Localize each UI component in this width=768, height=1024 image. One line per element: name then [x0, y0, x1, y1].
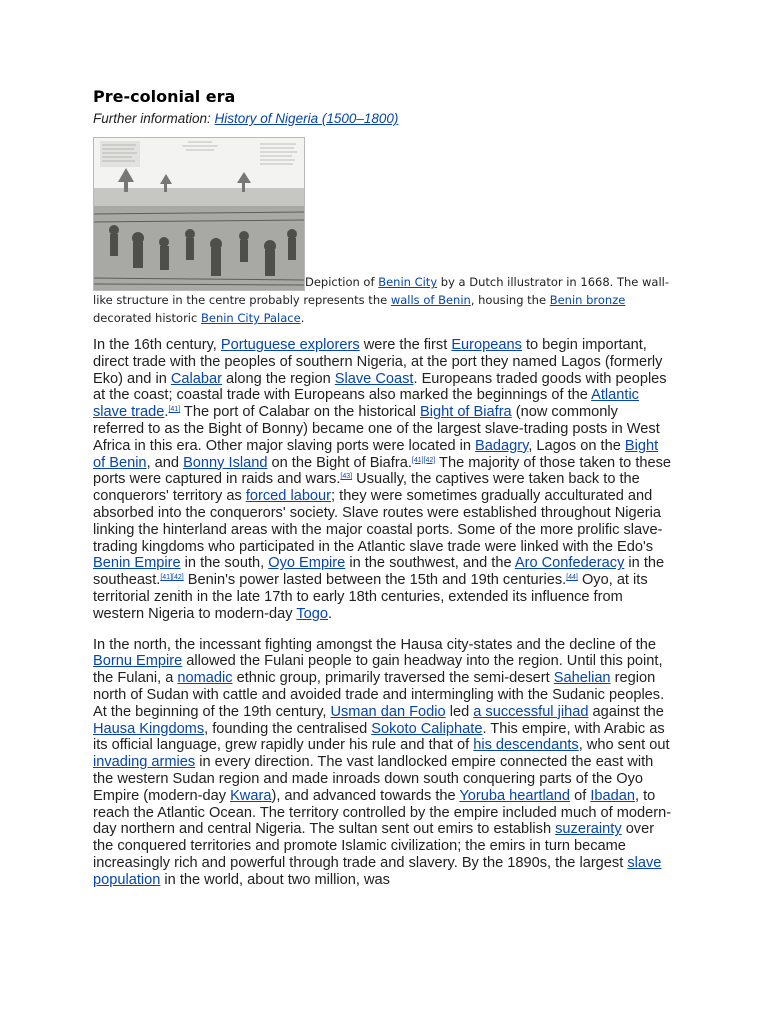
text-run: in the southeast.: [93, 555, 665, 589]
wiki-link[interactable]: nomadic: [177, 670, 233, 687]
text-run: , to reach the Atlantic Ocean. The territory controlled by the empire included much of modern-day northern and central Nigeria. The sultan sent out emirs to establish: [93, 787, 672, 838]
wiki-link[interactable]: Sahelian: [553, 670, 611, 687]
wiki-link[interactable]: suzerainty: [555, 821, 622, 838]
text-run: . Europeans traded goods with peoples at the coast; coastal trade with Europeans also marked the beginnings of the: [93, 370, 667, 404]
figure: [93, 137, 673, 327]
text-run: The port of Calabar on the historical: [180, 404, 420, 421]
citation-link[interactable]: [43]: [340, 473, 353, 481]
wiki-link[interactable]: Usman dan Fodio: [330, 703, 446, 720]
wiki-link[interactable]: his descendants: [473, 737, 579, 754]
text-run: in every direction. The vast landlocked empire connected the east with the western Sudan region and made inroads down south conquering parts of the Oyo Empire (modern-day: [93, 754, 654, 804]
text-run: of: [570, 787, 591, 804]
wiki-link[interactable]: Benin City: [378, 275, 438, 289]
text-run: along the region: [222, 370, 335, 387]
text-run: In the 16th century,: [93, 337, 221, 353]
text-run: in the southwest, and the: [345, 555, 515, 572]
wiki-link[interactable]: Slave Coast: [334, 370, 414, 387]
citation-ref: [172, 574, 184, 581]
text-run: over the conquered territories and promote Islamic civilization; the emirs in turn became increasingly rich and powerful through trade and slavery. By the 1890s, the largest: [93, 821, 655, 871]
text-run: ), and advanced towards the: [271, 787, 460, 804]
wiki-link[interactable]: Bornu Empire: [93, 653, 183, 670]
text-run: The majority of those taken to these ports were captured in raids and wars.: [93, 454, 672, 488]
text-run: in the world, about two million, was: [160, 871, 390, 888]
wiki-link[interactable]: Benin City Palace: [200, 311, 301, 325]
wiki-link[interactable]: invading armies: [93, 754, 196, 771]
wiki-link[interactable]: Portuguese explorers: [220, 337, 360, 353]
citation-link[interactable]: [42]: [423, 456, 436, 464]
wiki-link[interactable]: Bight of Biafra: [420, 404, 512, 421]
text-run: against the: [588, 703, 664, 720]
text-run: .: [328, 605, 333, 622]
wiki-link[interactable]: Ibadan: [590, 787, 635, 804]
text-run: to begin important, direct trade with the peoples of southern Nigeria, at the port they named Lagos (formerly Eko) and in: [93, 337, 663, 387]
text-run: Oyo, at its territorial zenith in the late 17th to early 18th centuries, extended its influence from western Nigeria to modern-day: [93, 572, 648, 622]
text-run: Benin's power lasted between the 15th and 19th centuries.: [183, 572, 567, 589]
text-run: , Lagos on the: [528, 437, 625, 454]
citation-link[interactable]: [41]: [160, 574, 173, 582]
text-run: In the north, the incessant fighting amongst the Hausa city-states and the decline of the: [93, 636, 657, 653]
text-run: .: [164, 404, 169, 421]
text-run: Usually, the captives were taken back to the conquerors' territory as: [93, 471, 640, 505]
text-run: , who sent out: [578, 737, 670, 754]
text-run: .: [300, 311, 305, 325]
wiki-link[interactable]: Benin bronze: [549, 293, 626, 307]
text-run: (now commonly referred to as the Bight of Bonny) became one of the largest slave-trading posts in West Africa in this era. Other major slaving ports were located in: [93, 404, 660, 454]
wiki-link[interactable]: Kwara: [230, 787, 272, 804]
wiki-link[interactable]: Hausa Kingdoms: [93, 720, 205, 737]
text-run: Depiction of: [305, 275, 379, 289]
wiki-link[interactable]: Benin Empire: [93, 555, 181, 572]
text-run: , housing the: [470, 293, 550, 307]
text-run: . This empire, with Arabic as its official language, grew rapidly under his rule and that of: [93, 720, 665, 754]
wiki-link[interactable]: forced labour: [245, 488, 332, 505]
citation-ref: [566, 574, 578, 581]
text-run: ; they were sometimes gradually acculturated and absorbed into the conquerors' society. Slave routes were established throughout Nigeria linking the hinterland areas with the major coastal ports. Some of the more prolific slave-trading kingdoms who participated in the Atlantic slave trade were linked with the Edo's: [93, 488, 663, 555]
wiki-link[interactable]: Atlantic slave trade: [93, 387, 639, 421]
citation-link[interactable]: [41]: [411, 456, 424, 464]
citation-link[interactable]: [41]: [168, 406, 181, 414]
citation-ref: [412, 457, 424, 464]
wiki-link[interactable]: Europeans: [451, 337, 522, 353]
wiki-link[interactable]: Bonny Island: [183, 454, 268, 471]
wiki-link[interactable]: Oyo Empire: [268, 555, 346, 572]
text-run: , founding the centralised: [204, 720, 372, 737]
section-heading: Pre-colonial era: [93, 87, 236, 106]
wiki-link[interactable]: Sokoto Caliphate: [371, 720, 483, 737]
wiki-link[interactable]: slave population: [93, 854, 662, 888]
text-run: in the south,: [180, 555, 269, 572]
citation-link[interactable]: [42]: [172, 574, 184, 582]
citation-ref: [340, 473, 352, 480]
wiki-link[interactable]: a successful jihad: [473, 703, 589, 720]
text-run: allowed the Fulani people to gain headway into the region. Until this point, the Fulani, a: [93, 653, 663, 687]
wiki-link[interactable]: Badagry: [475, 437, 529, 454]
hatnote: [93, 109, 673, 129]
hatnote-prefix: Further information:: [93, 111, 215, 126]
text-run: ethnic group, primarily traversed the semi-desert: [232, 670, 554, 687]
wiki-link[interactable]: walls of Benin: [390, 293, 471, 307]
text-run: , and: [146, 454, 184, 471]
engraving-image: [94, 138, 304, 290]
text-run: by a Dutch illustrator in 1668. The wall-like structure in the centre probably represents the: [93, 275, 669, 307]
wiki-link[interactable]: Bight of Benin: [93, 437, 659, 471]
citation-ref: [160, 574, 172, 581]
citation-ref: [424, 457, 436, 464]
hatnote-link[interactable]: History of Nigeria (1500–1800): [214, 111, 399, 126]
text-run: region north of Sudan with cattle and avoided trade and intermingling with the Sudanic peoples. At the beginning of the 19th century,: [93, 670, 665, 720]
article-content: [93, 86, 673, 889]
wiki-link[interactable]: Togo: [296, 605, 328, 622]
benin-city-illustration[interactable]: [93, 137, 305, 291]
text-run: on the Bight of Biafra.: [267, 454, 412, 471]
text-run: were the first: [359, 337, 452, 353]
wiki-link[interactable]: Yoruba heartland: [459, 787, 571, 804]
paragraph-1: [93, 337, 673, 623]
wiki-link[interactable]: Calabar: [170, 370, 222, 387]
citation-ref: [168, 406, 180, 413]
wiki-link[interactable]: Aro Confederacy: [514, 555, 625, 572]
text-run: decorated historic: [93, 311, 201, 325]
citation-link[interactable]: [44]: [566, 574, 578, 582]
text-run: led: [445, 703, 474, 720]
paragraph-2: [93, 637, 673, 889]
